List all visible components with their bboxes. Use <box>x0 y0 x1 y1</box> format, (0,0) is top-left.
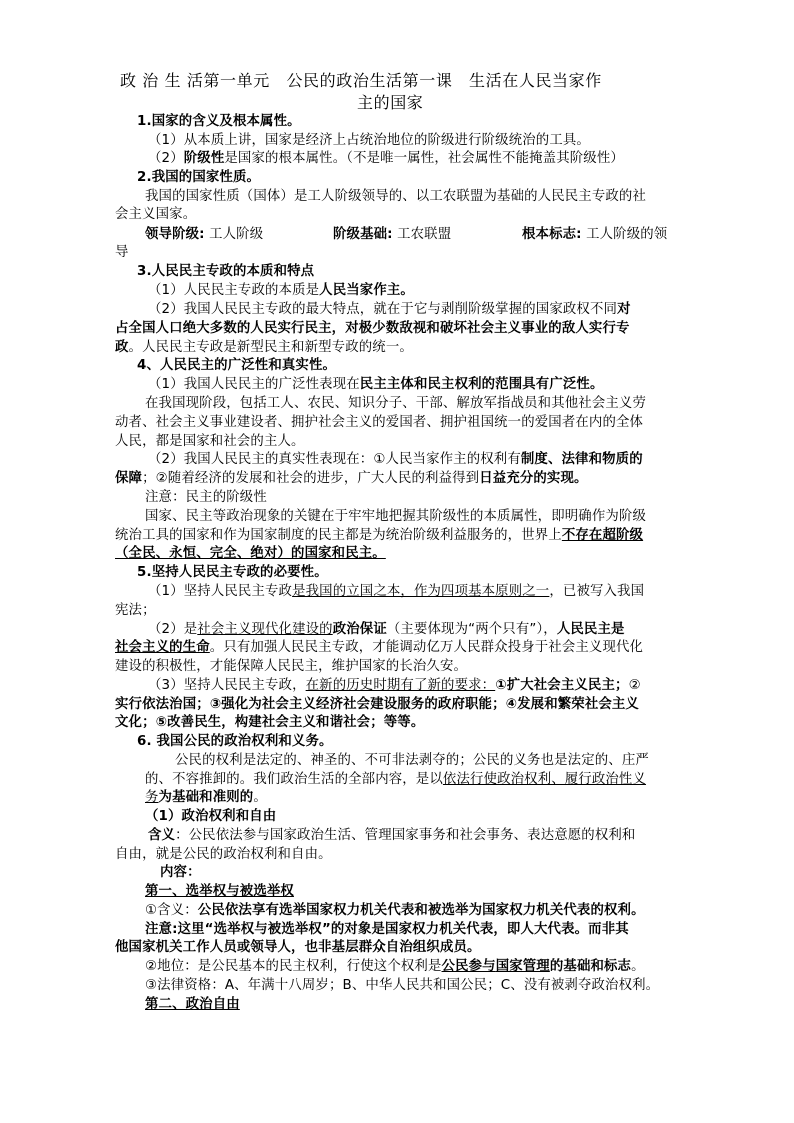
document-title-continued: 主的国家 <box>357 93 424 112</box>
subsection-heading: 第二、政治自由 <box>145 997 240 1012</box>
paragraph: （3）坚持人民民主专政，在新的历史时期有了新的要求：①扩大社会主义民主；② <box>148 678 641 693</box>
paragraph: 导 <box>115 245 129 260</box>
paragraph: （1）人民民主专政的本质是人民当家作主。 <box>148 283 414 298</box>
class-summary-row: 阶级基础: 工农联盟 <box>333 227 452 242</box>
paragraph: 动者、社会主义事业建设者、拥护社会主义的爱国者、拥护祖国统一的爱国者在内的全体 <box>115 415 644 430</box>
content-label: 内容： <box>160 865 201 880</box>
paragraph: ②地位：是公民基本的民主权利，行使这个权利是公民参与国家管理的基础和标志。 <box>145 959 645 974</box>
paragraph: 文化；⑤改善民生，构建社会主义和谐社会；等等。 <box>115 715 425 730</box>
paragraph: （1）从本质上讲，国家是经济上占统治地位的阶级进行阶级统治的工具。 <box>148 133 590 148</box>
paragraph: （1）坚持人民民主专政是我国的立国之本，作为四项基本原则之一，已被写入我国 <box>148 584 645 599</box>
paragraph: （2）是社会主义现代化建设的政治保证（主要体现为“两个只有”），人民民主是 <box>148 622 625 637</box>
paragraph: 会主义国家。 <box>115 207 197 222</box>
section-heading-3: 3.人民民主专政的本质和特点 <box>137 264 315 279</box>
paragraph: 公民的权利是法定的、神圣的、不可非法剥夺的；公民的义务也是法定的、庄严 <box>175 753 649 768</box>
subsection-heading: 第一、选举权与被选举权 <box>145 884 294 899</box>
paragraph: ③法律资格：A、年满十八周岁；B、中华人民共和国公民；C、没有被剥夺政治权利。 <box>145 978 660 993</box>
paragraph: 政。人民民主专政是新型民主和新型专政的统一。 <box>115 340 413 355</box>
class-summary-row: 根本标志: 工人阶级的领 <box>522 227 668 242</box>
paragraph: 的、不容推卸的。我们政治生活的全部内容，是以依法行使政治权利、履行政治性义 <box>145 772 647 787</box>
section-heading-6: 6. 我国公民的政治权利和义务。 <box>137 734 333 749</box>
paragraph: 我国的国家性质（国体）是工人阶级领导的、以工农联盟为基础的人民民主专政的社 <box>145 189 647 204</box>
paragraph: 含义：公民依法参与国家政治生活、管理国家事务和社会事务、表达意愿的权利和 <box>148 828 636 843</box>
paragraph: 建设的积极性，才能保障人民民主，维护国家的长治久安。 <box>115 659 468 674</box>
note: 注意：民主的阶级性 <box>145 490 267 505</box>
paragraph: （2）我国人民民主专政的最大特点，就在于它与剥削阶级掌握的国家政权不同对 <box>148 302 631 317</box>
section-heading-5: 5.坚持人民民主专政的必要性。 <box>137 565 328 580</box>
paragraph: 占全国人口绝大多数的人民实行民主，对极少数敌视和破坏社会主义事业的敌人实行专 <box>115 321 630 336</box>
paragraph: 保障；②随着经济的发展和社会的进步，广大人民的利益得到日益充分的实现。 <box>115 471 588 486</box>
paragraph: （2）阶级性是国家的根本属性。（不是唯一属性，社会属性不能掩盖其阶级性） <box>148 151 624 166</box>
paragraph: 国家、民主等政治现象的关键在于牢牢地把握其阶级性的本质属性，即明确作为阶级 <box>145 509 647 524</box>
paragraph: 在我国现阶段，包括工人、农民、知识分子、干部、解放军指战员和其他社会主义劳 <box>145 396 647 411</box>
paragraph: 注意:这里“选举权与被选举权”的对象是国家权力机关代表，即人大代表。而非其 <box>145 922 629 937</box>
subsection-heading: （1）政治权利和自由 <box>145 809 277 824</box>
paragraph: 社会主义的生命。只有加强人民民主专政，才能调动亿万人民群众投身于社会主义现代化 <box>115 640 644 655</box>
paragraph: 实行依法治国；③强化为社会主义经济社会建设服务的政府职能；④发展和繁荣社会主义 <box>115 697 639 712</box>
paragraph: 宪法； <box>115 603 156 618</box>
paragraph: （1）我国人民民主的广泛性表现在民主主体和民主权利的范围具有广泛性。 <box>148 377 604 392</box>
paragraph: 他国家机关工作人员或领导人，也非基层群众自治组织成员。 <box>115 940 481 955</box>
paragraph: 务为基础和准则的。 <box>145 790 267 805</box>
section-heading-1: 1.国家的含义及根本属性。 <box>137 114 301 129</box>
paragraph: ①含义：公民依法享有选举国家权力机关代表和被选举为国家权力机关代表的权利。 <box>145 903 645 918</box>
document-title: 政 治 生 活第一单元 公民的政治生活第一课 生活在人民当家作 <box>120 71 602 90</box>
paragraph: 人民，都是国家和社会的主人。 <box>115 434 305 449</box>
paragraph: 统治工具的国家和作为国家制度的民主都是为统治阶级利益服务的，世界上不存在超阶级 <box>115 528 644 543</box>
paragraph: 自由，就是公民的政治权利和自由。 <box>115 847 332 862</box>
section-heading-2: 2.我国的国家性质。 <box>137 170 261 185</box>
section-heading-4: 4、人民民主的广泛性和真实性。 <box>137 358 337 373</box>
paragraph: （2）我国人民民主的真实性表现在：①人民当家作主的权利有制度、法律和物质的 <box>148 452 643 467</box>
paragraph: （全民、永恒、完全、绝对）的国家和民主。 <box>115 546 386 561</box>
class-summary-row: 领导阶级: 工人阶级 <box>145 227 264 242</box>
